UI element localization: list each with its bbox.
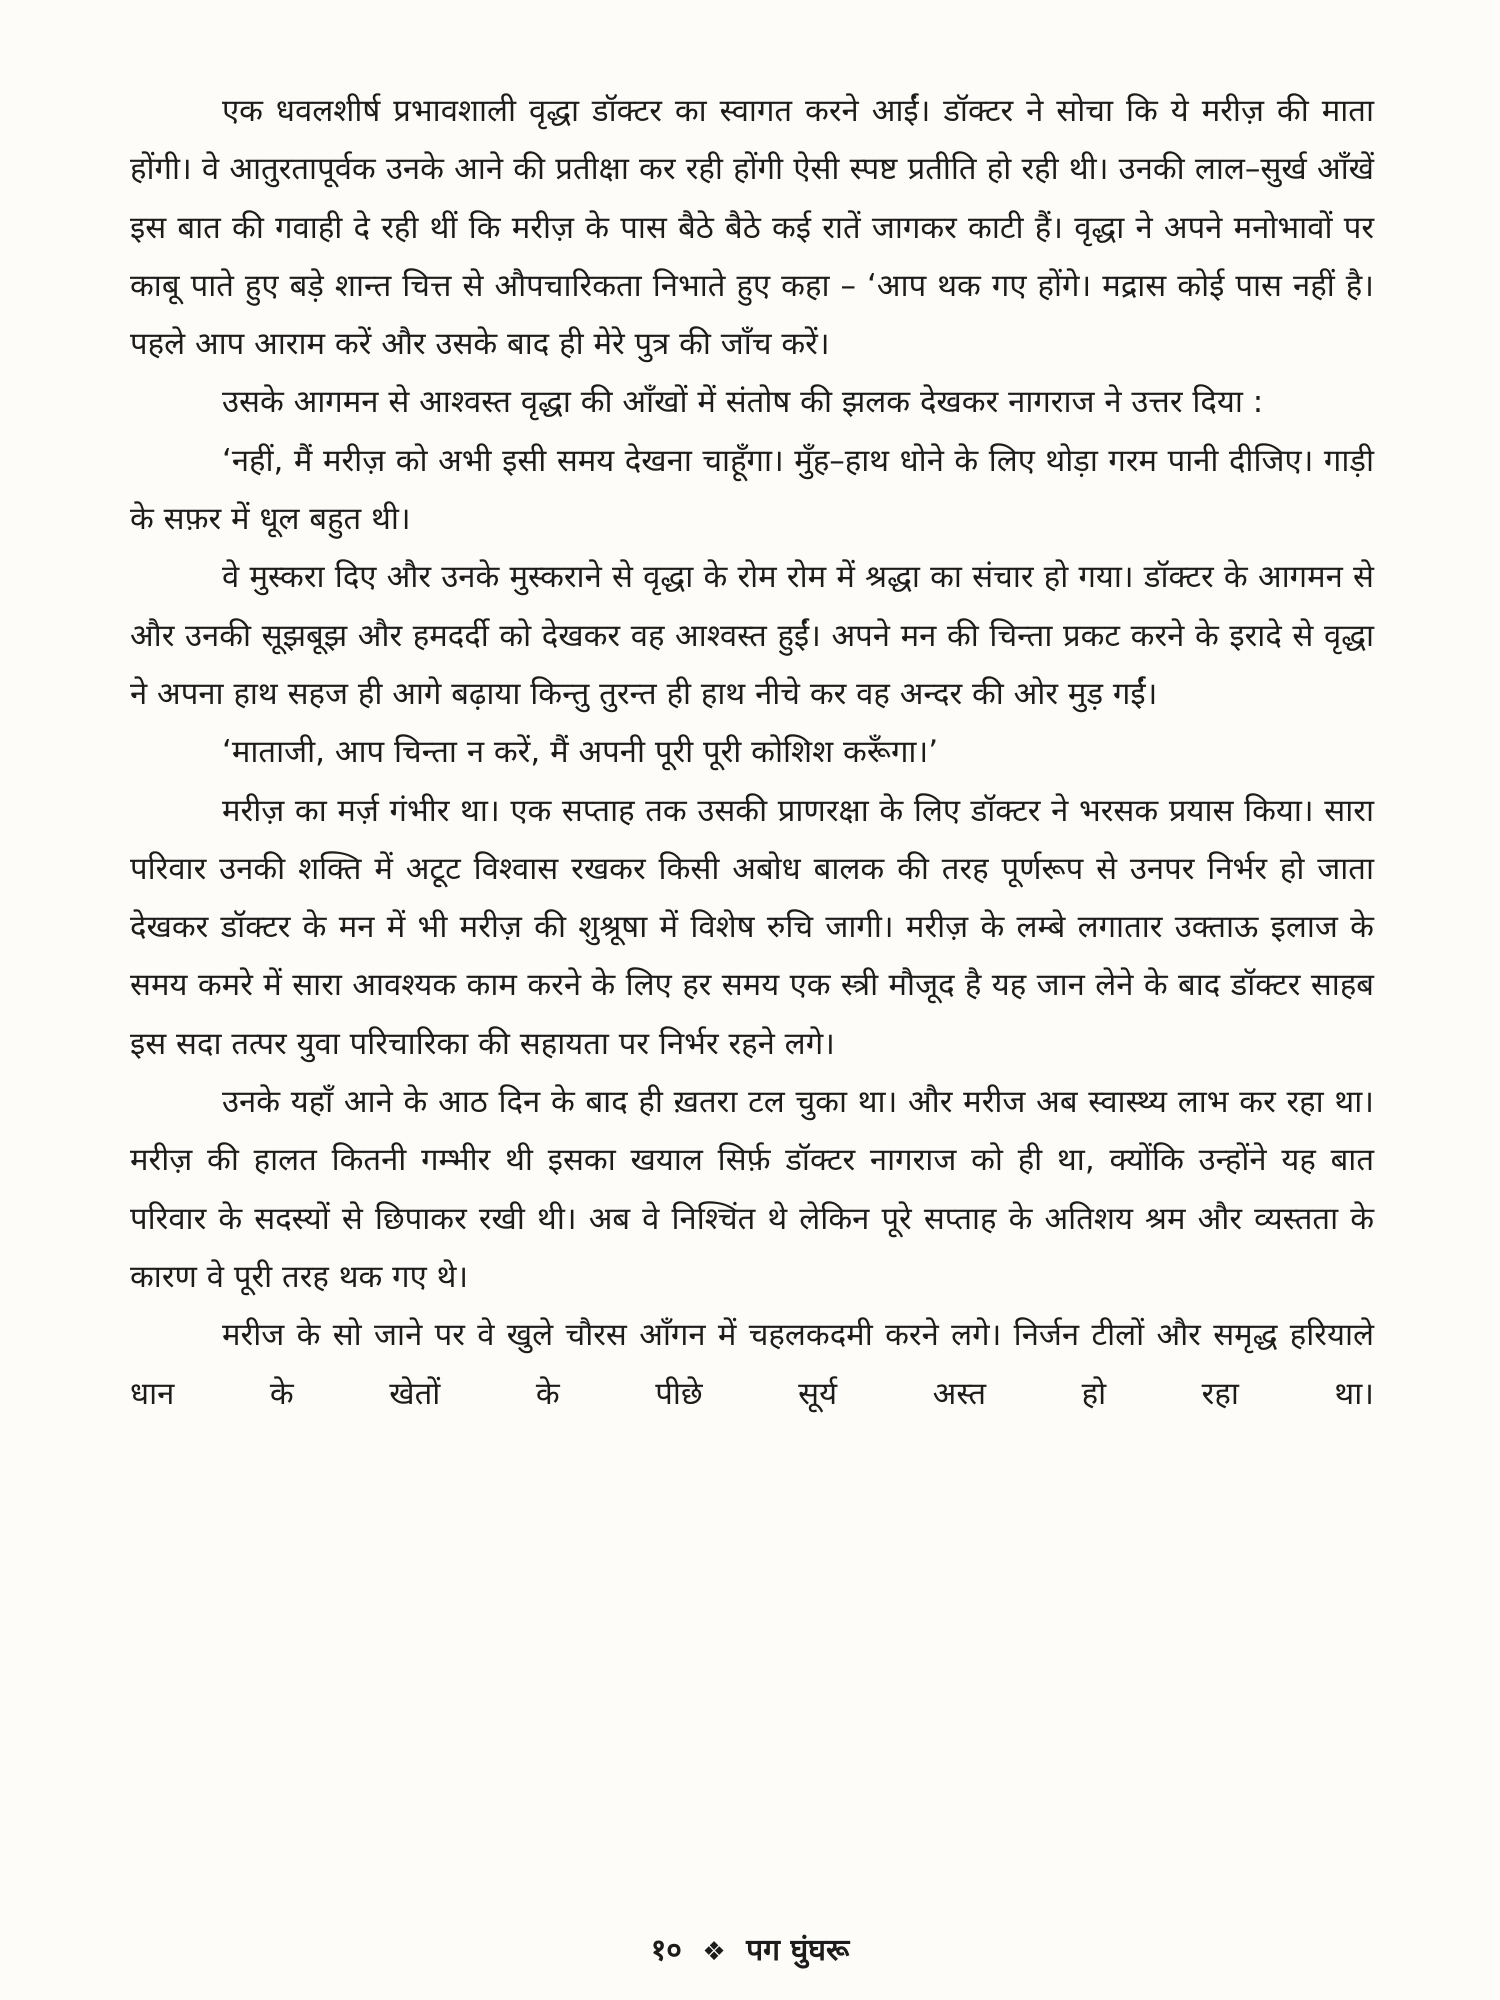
paragraph-5: ‘माताजी, आप चिन्ता न करें, मैं अपनी पूरी पूरी कोशिश करूँगा।’	[222, 734, 939, 771]
page-number: १०	[650, 1933, 682, 1968]
paragraph-2: उसके आगमन से आश्वस्त वृद्धा की आँखों में संतोष की झलक देखकर नागराज ने उत्तर दिया :	[222, 384, 1264, 421]
body-text	[130, 82, 1374, 1423]
ornament-icon: ❖	[702, 1937, 726, 1967]
paragraph-4: वे मुस्करा दिए और उनके मुस्कराने से वृद्धा के रोम रोम में श्रद्धा का संचार हो गया। डॉक्टर के आगमन से और उनकी सूझबूझ और हमदर्दी को देखकर वह आश्वस्त हुईं। अपने मन की चिन्ता प्रकट करने के इरादे से वृद्धा ने अपना हाथ सहज ही आगे बढ़ाया किन्तु तुरन्त ही हाथ नीचे कर वह अन्दर की ओर मुड़ गईं।	[130, 559, 1374, 712]
paragraph-7: उनके यहाँ आने के आठ दिन के बाद ही ख़तरा टल चुका था। और मरीज अब स्वास्थ्य लाभ कर रहा था। मरीज़ की हालत कितनी गम्भीर थी इसका खयाल सिर्फ़ डॉक्टर नागराज को ही था, क्योंकि उन्होंने यह बात परिवार के सदस्यों से छिपाकर रखी थी। अब वे निश्चिंत थे लेकिन पूरे सप्ताह के अतिशय श्रम और व्यस्तता के कारण वे पूरी तरह थक गए थे।	[130, 1084, 1374, 1295]
page-footer	[0, 1928, 1500, 1969]
book-title: पग घुंघरू	[746, 1933, 850, 1968]
paragraph-8: मरीज के सो जाने पर वे खुले चौरस आँगन में चहलकदमी करने लगे। निर्जन टीलों और समृद्ध हरियाले धान के खेतों के पीछे सूर्य अस्त हो रहा था।	[130, 1317, 1374, 1412]
paragraph-3: ‘नहीं, मैं मरीज़ को अभी इसी समय देखना चाहूँगा। मुँह–हाथ धोने के लिए थोड़ा गरम पानी दीजिए। गाड़ी के सफ़र में धूल बहुत थी।	[130, 442, 1374, 538]
paragraph-6: मरीज़ का मर्ज़ गंभीर था। एक सप्ताह तक उसकी प्राणरक्षा के लिए डॉक्टर ने भरसक प्रयास किया। सारा परिवार उनकी शक्ति में अटूट विश्वास रखकर किसी अबोध बालक की तरह पूर्णरूप से उनपर निर्भर हो जाता देखकर डॉक्टर के मन में भी मरीज़ की शुश्रूषा में विशेष रुचि जागी। मरीज़ के लम्बे लगातार उक्ताऊ इलाज के समय कमरे में सारा आवश्यक काम करने के लिए हर समय एक स्त्री मौजूद है यह जान लेने के बाद डॉक्टर साहब इस सदा तत्पर युवा परिचारिका की सहायता पर निर्भर रहने लगे।	[130, 792, 1374, 1062]
paragraph-1: एक धवलशीर्ष प्रभावशाली वृद्धा डॉक्टर का स्वागत करने आईं। डॉक्टर ने सोचा कि ये मरीज़ की माता होंगी। वे आतुरतापूर्वक उनके आने की प्रतीक्षा कर रही होंगी ऐसी स्पष्ट प्रतीति हो रही थी। उनकी लाल–सुर्ख आँखें इस बात की गवाही दे रही थीं कि मरीज़ के पास बैठे बैठे कई रातें जागकर काटी हैं। वृद्धा ने अपने मनोभावों पर काबू पाते हुए बड़े शान्त चित्त से औपचारिकता निभाते हुए कहा – ‘आप थक गए होंगे। मद्रास कोई पास नहीं है। पहले आप आराम करें और उसके बाद ही मेरे पुत्र की जाँच करें।	[130, 93, 1374, 363]
